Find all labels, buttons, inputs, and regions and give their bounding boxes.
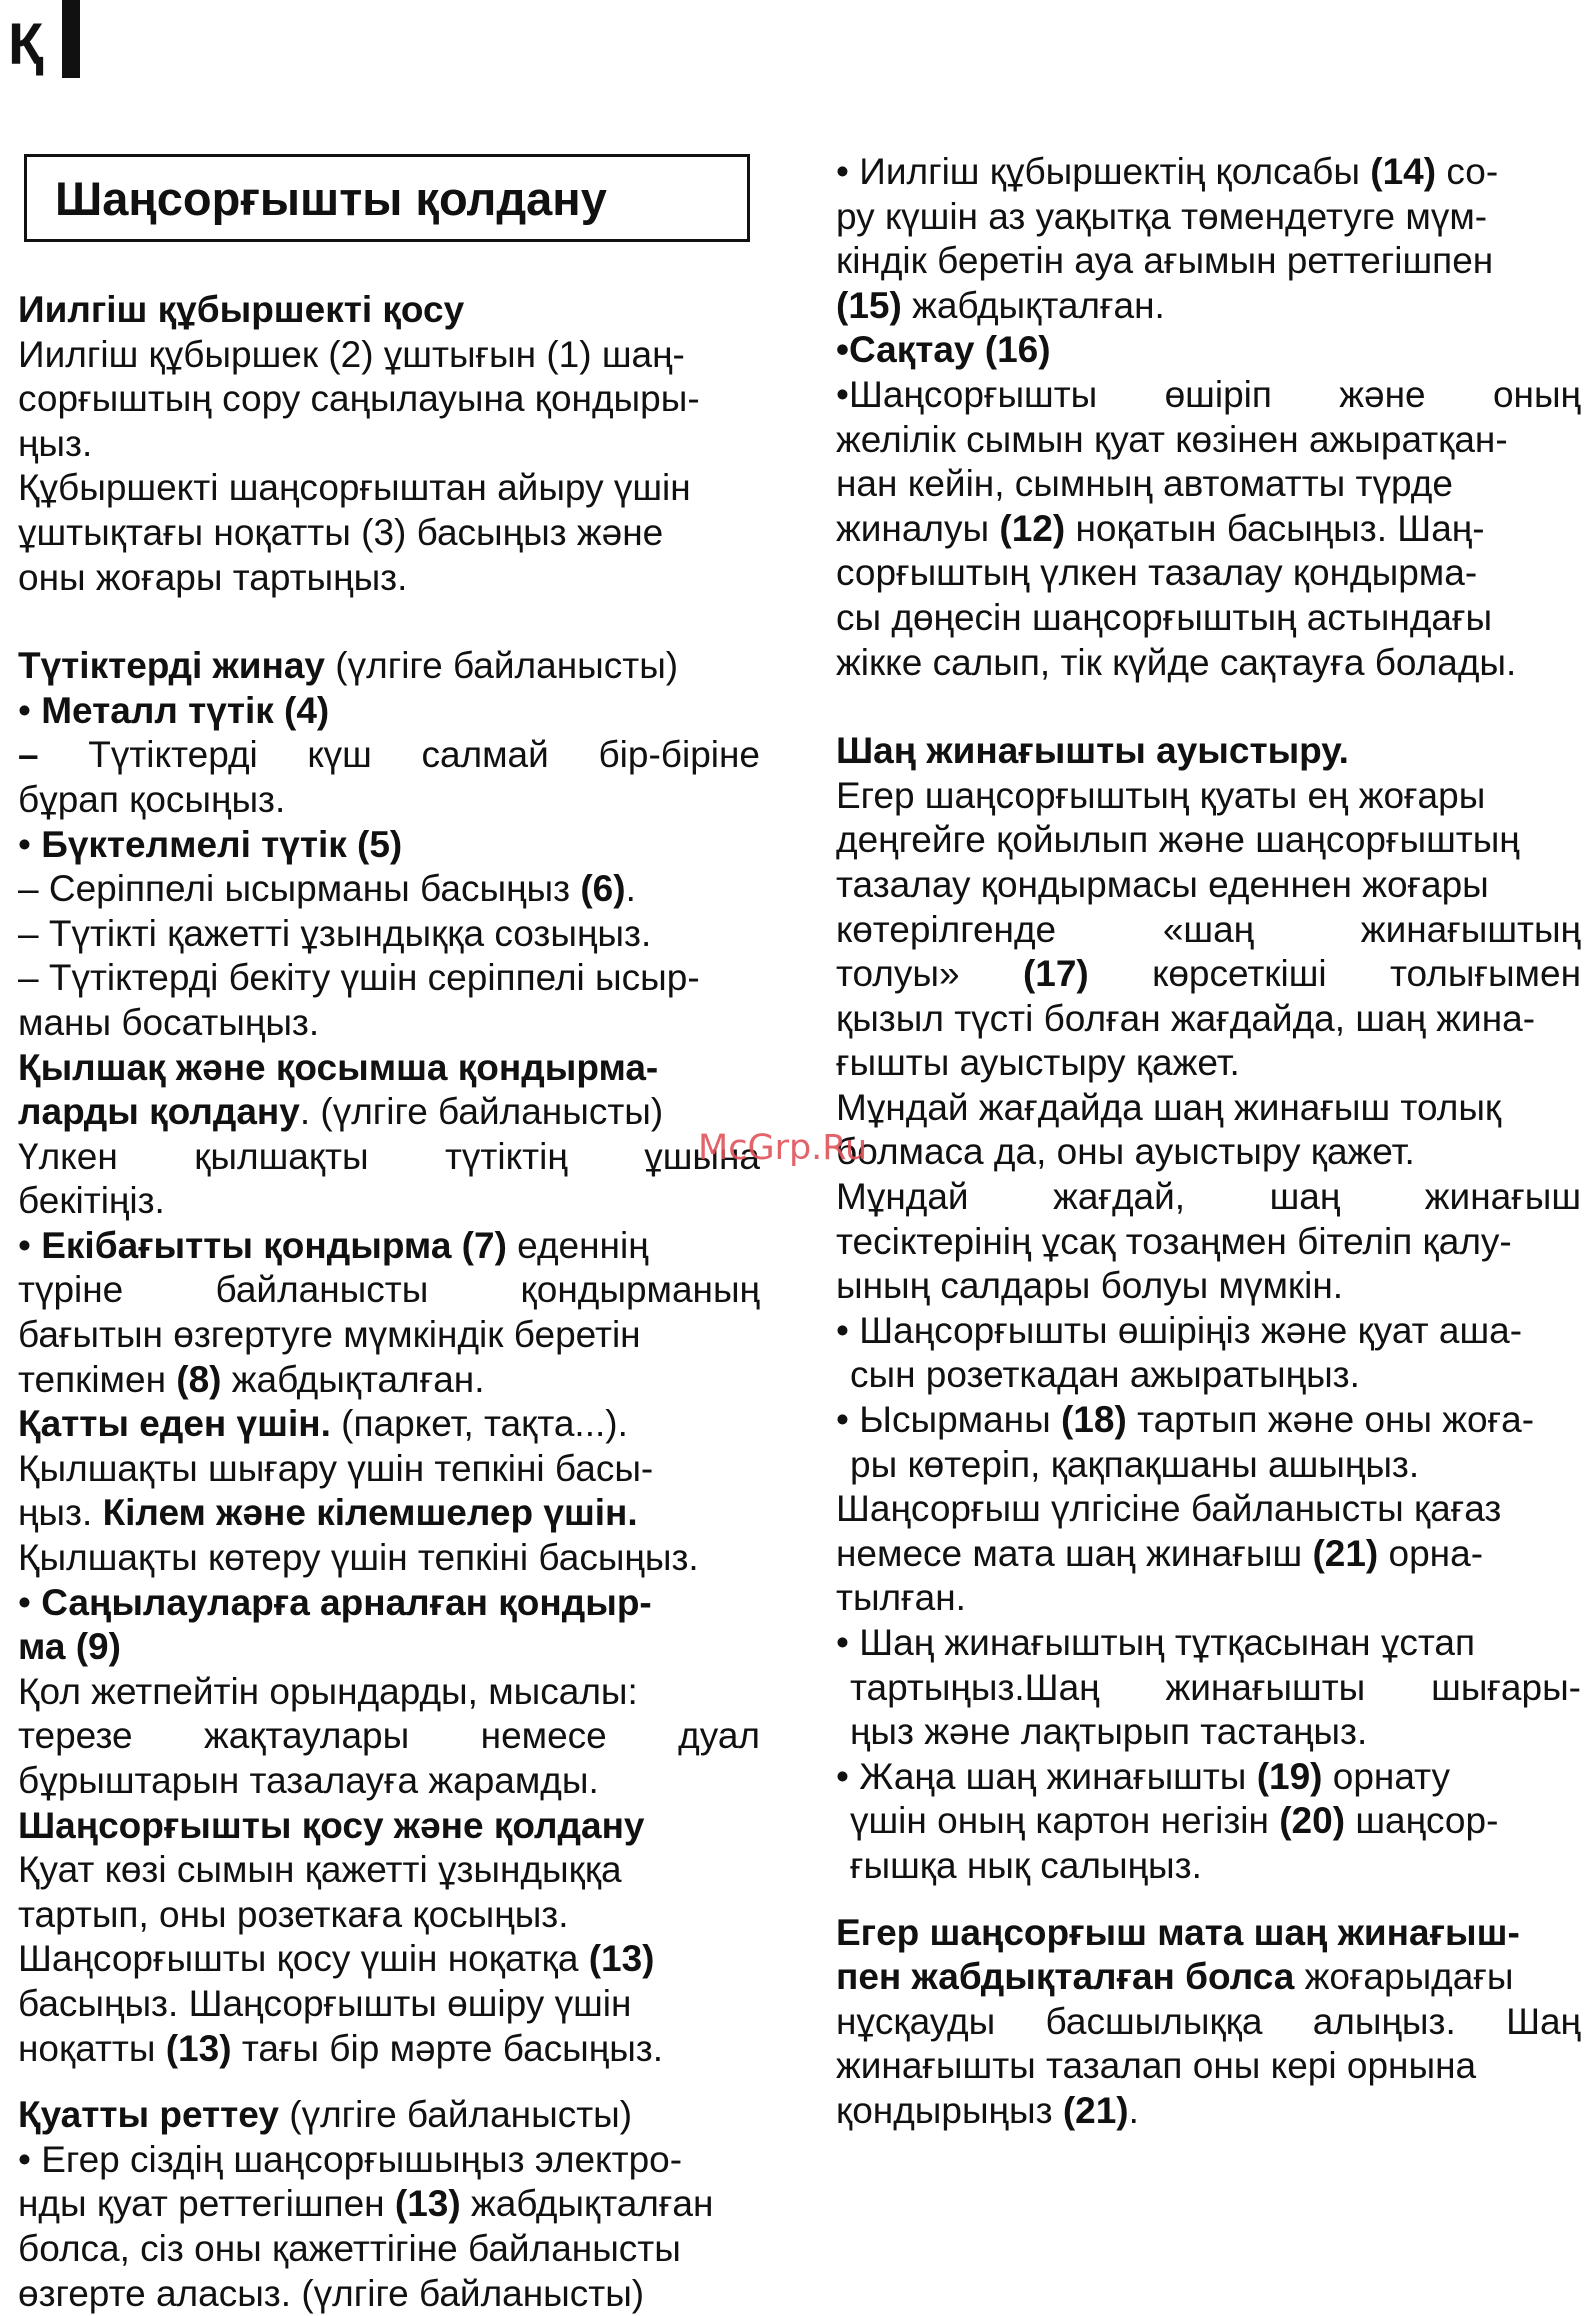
watermark: McGrp.Ru (698, 1128, 868, 1168)
tubes-heading-note: (үлгіге байланысты) (325, 645, 679, 687)
ref-number: (17) (1022, 953, 1089, 995)
text-line (18, 2182, 760, 2227)
bullet: • (18, 823, 42, 865)
power-heading-bold: Қуатты реттеу (18, 2094, 279, 2136)
text-span: ңыз. (18, 1492, 103, 1534)
text-line: бұрыштарын тазалауға жарамды. (18, 1760, 599, 1801)
cloth-bag-heading: Егер шаңсорғыш мата шаң жинағыш- (836, 1911, 1520, 1953)
text-line: • Шаң жинағыштың тұтқасынан ұстап (836, 1622, 1476, 1663)
ref-number: (21) (1312, 1532, 1379, 1574)
hose-connect-heading: Иилгіш құбыршекті қосу (18, 289, 465, 330)
text-line: – Түтікті қажетті ұзындыққа созыңыз. (18, 912, 652, 954)
text-line: жікке салып, тік күйде сақтауға болады. (836, 641, 1517, 683)
ref-number: (14) (1370, 151, 1437, 192)
dustbag-heading: Шаң жинағышты ауыстыру. (836, 730, 1349, 772)
text-line: желілік сымын қуат көзінен ажыратқан- (836, 418, 1508, 460)
text-span: со- (1436, 151, 1499, 192)
text-line: болмаса да, оны ауыстыру қажет. (836, 1131, 1415, 1173)
text-span: тағы бір мәрте басыңыз. (231, 2027, 664, 2069)
bullet: • (18, 689, 42, 731)
text-span: (паркет, тақта...). (330, 1403, 628, 1445)
text-line: Егер шаңсорғыштың қуаты ең жоғары (836, 774, 1486, 816)
ref-number: (13) (394, 2183, 461, 2225)
brush-heading-1: Қылшақ және қосымша қондырма- (18, 1046, 659, 1088)
text-line (836, 1532, 1581, 1577)
hard-floor-line (18, 1402, 760, 1447)
text-span: жабдықталған (460, 2183, 714, 2225)
text-line: сын розеткадан ажыратыңыз. (850, 1354, 1360, 1396)
brush-heading-note: . (үлгіге байланысты) (299, 1091, 664, 1133)
text-line: Үлкен қылшақты түтіктің ұшына (18, 1135, 760, 1177)
text-span: жоғарыдағы (1294, 1956, 1514, 1998)
text-span: жиналуы (836, 507, 1000, 549)
text-line (836, 284, 1581, 329)
text-line: түріне байланысты қондырманың (18, 1269, 760, 1311)
text-span: жабдықталған. (221, 1358, 485, 1400)
tubes-heading-bold: Түтіктерді жинау (18, 645, 326, 687)
text-span: нды қуат реттегішпен (18, 2183, 395, 2225)
text-span: орна- (1378, 1532, 1484, 1574)
text-line (18, 867, 760, 912)
text-line: – Түтіктерді бекіту үшін серіппелі ысыр- (18, 957, 700, 999)
telescopic-tube-item (18, 823, 760, 868)
storage-heading: •Сақтау (16) (836, 329, 1051, 371)
text-span: тартып және оны жоға- (1126, 1399, 1535, 1441)
text-line: ғышқа нық салыңыз. (850, 1844, 1202, 1886)
text-span: үшін оның картон негізін (850, 1800, 1280, 1842)
text-line: болса, сіз оны қажеттігіне байланысты (18, 2227, 681, 2269)
brush-heading-2 (18, 1090, 760, 1135)
ref-number: (19) (1256, 1755, 1323, 1797)
left-column (18, 288, 760, 2316)
text-line (18, 2027, 760, 2072)
metal-tube-label: Металл түтік (4) (41, 689, 330, 731)
text-line: сы дөңесін шаңсорғыштың астындағы (836, 596, 1493, 638)
text-line (836, 1799, 1581, 1844)
text-line: жинағышты тазалап оны кері орнына (836, 2045, 1477, 2087)
text-line: терезе жақтаулары немесе дуал (18, 1715, 760, 1757)
text-line: • Шаңсорғышты өшіріңіз және қуат аша- (836, 1309, 1523, 1351)
text-line: деңгейге қойылып және шаңсорғыштың (836, 819, 1520, 861)
ref-number: (15) (836, 284, 902, 326)
crevice-nozzle-label-2: ма (9) (18, 1626, 121, 1668)
text-line: ңыз. (18, 422, 93, 464)
text-line: сорғыштың үлкен тазалау қондырма- (836, 552, 1478, 594)
ref-number: (18) (1060, 1399, 1127, 1441)
text-line: бұрап қосыңыз. (18, 778, 286, 820)
power-heading (18, 2093, 760, 2138)
text-line: •Шаңсорғышты өшіріп және оның (836, 373, 1581, 415)
hard-floor-label: Қатты еден үшін. (18, 1403, 331, 1445)
text-line: • Егер сіздің шаңсорғышыңыз электро- (18, 2138, 683, 2180)
page-title: Шаңсорғышты қолдану (55, 172, 607, 225)
text-line: нұсқауды басшылыққа алыңыз. Шаң (836, 2000, 1581, 2042)
text-span: қондырыңыз (836, 2089, 1063, 2131)
text-span: немесе мата шаң жинағыш (836, 1532, 1313, 1574)
text-span: ноқатты (18, 2027, 166, 2069)
tubes-heading (18, 644, 760, 689)
text-line: Шаңсорғыш үлгісіне байланысты қағаз (836, 1488, 1502, 1530)
text-line: тазалау қондырмасы еденнен жоғары (836, 863, 1489, 905)
text-line: ғышты ауыстыру қажет. (836, 1042, 1240, 1084)
metal-tube-item (18, 689, 760, 734)
crevice-nozzle-label: Саңылауларға арналған қондыр- (41, 1581, 652, 1623)
text-line (18, 733, 760, 778)
text-span: тепкімен (18, 1358, 177, 1400)
ref-number: (8) (176, 1358, 222, 1400)
text-line (836, 1755, 1581, 1800)
language-tab-letter: Қ (8, 12, 44, 77)
text-line (836, 507, 1581, 552)
dual-nozzle-label: Екібағытты қондырма (7) (41, 1224, 507, 1266)
text-line: кіндік беретін ауа ағымын реттегішпен (836, 240, 1494, 282)
text-line: Иилгіш құбыршек (2) ұштығын (1) шаң- (18, 333, 685, 375)
text-line: басыңыз. Шаңсорғышты өшіру үшін (18, 1982, 632, 2024)
ref-number: (13) (165, 2027, 232, 2069)
text-span: орнату (1322, 1755, 1450, 1797)
text-line: бекітіңіз. (18, 1180, 165, 1222)
text-span: Шаңсорғышты қосу үшін ноқатқа (18, 1938, 589, 1980)
text-line: нан кейін, сымның автоматты түрде (836, 463, 1453, 505)
text-line (836, 952, 1581, 997)
dash: – (18, 734, 39, 776)
text-line (18, 1491, 760, 1536)
text-line: сорғыштың сору саңылауына қондыры- (18, 378, 700, 420)
section-title-box (24, 154, 750, 242)
text-line: ру күшін аз уақытқа төмендетуге мүм- (836, 195, 1488, 237)
dual-nozzle-item (18, 1224, 760, 1269)
text-line (836, 2089, 1581, 2134)
text-line (836, 1955, 1581, 2000)
text-line (836, 1398, 1581, 1443)
text-line (18, 1358, 760, 1403)
text-span: ноқатын басыңыз. Шаң- (1065, 507, 1485, 549)
cloth-bag-heading-2: пен жабдықталған болса (836, 1956, 1295, 1998)
crevice-nozzle-item (18, 1581, 760, 1626)
switch-on-heading: Шаңсорғышты қосу және қолдану (18, 1804, 645, 1846)
text-line: ұштықтағы ноқатты (3) басыңыз және (18, 511, 664, 553)
text-line: көтерілгенде «шаң жинағыштың (836, 908, 1581, 950)
text-line (836, 150, 1581, 195)
text-span: көрсеткіші толығымен (1088, 953, 1581, 995)
text-line: Мұндай жағдай, шаң жинағыш (836, 1176, 1581, 1218)
text-line (18, 1937, 760, 1982)
text-line: тылған. (836, 1577, 966, 1619)
power-heading-note: (үлгіге байланысты) (278, 2094, 633, 2136)
text-line: Мұндай жағдайда шаң жинағыш толық (836, 1086, 1502, 1128)
text-span: – Серіппелі ысырманы басыңыз (18, 868, 581, 910)
ref-number: (13) (588, 1938, 655, 1980)
text-span: шаңсор- (1345, 1800, 1499, 1842)
text-span: толуы» (836, 953, 1023, 995)
right-column (836, 150, 1581, 2134)
ref-number: (21) (1062, 2089, 1129, 2131)
text-line: маны босатыңыз. (18, 1001, 320, 1043)
text-line: тартып, оны розеткаға қосыңыз. (18, 1893, 569, 1935)
text-span: • Ысырманы (836, 1399, 1061, 1441)
text-line: Қылшақты көтеру үшін тепкіні басыңыз. (18, 1537, 699, 1579)
text-line: Құбыршекті шаңсорғыштан айыру үшін (18, 467, 691, 509)
text-line: бағытын өзгертуге мүмкіндік беретін (18, 1314, 641, 1356)
text-span: . (625, 868, 636, 910)
text-line: Қылшақты шығару үшін тепкіні басы- (18, 1447, 654, 1489)
ref-number: (20) (1279, 1800, 1346, 1842)
text-line: өзгерте аласыз. (үлгіге байланысты) (18, 2272, 645, 2314)
text-span: еденнің (506, 1224, 649, 1266)
text-line: оны жоғары тартыңыз. (18, 556, 408, 598)
telescopic-tube-label: Бүктелмелі түтік (5) (41, 823, 403, 865)
text-line: қызыл түсті болған жағдайда, шаң жина- (836, 997, 1536, 1039)
text-line: Қол жетпейтін орындарды, мысалы: (18, 1670, 638, 1712)
text-line: тесіктерінің ұсақ тозаңмен бітеліп қалу- (836, 1220, 1512, 1262)
brush-heading-bold: ларды қолдану (18, 1091, 300, 1133)
text-line: ңыз және лақтырып тастаңыз. (850, 1711, 1368, 1753)
language-tab-bar (62, 0, 80, 78)
ref-number: (12) (999, 507, 1066, 549)
text-line: Қуат көзі сымын қажетті ұзындыққа (18, 1849, 622, 1891)
text-span: . (1128, 2089, 1139, 2131)
text-line: ының салдары болуы мүмкін. (836, 1265, 1344, 1307)
text-span: Түтіктерді күш салмай бір-біріне (38, 734, 760, 776)
ref-number: (6) (580, 868, 626, 910)
bullet: • (18, 1224, 42, 1266)
carpet-label: Кілем және кілемшелер үшін. (102, 1492, 638, 1534)
text-span: жабдықталған. (901, 284, 1165, 326)
text-line: ры көтеріп, қақпақшаны ашыңыз. (850, 1443, 1420, 1485)
text-span: • Иилгіш құбыршектің қолсабы (836, 151, 1371, 192)
text-span: • Жаңа шаң жинағышты (836, 1755, 1257, 1797)
text-line: тартыңыз.Шаң жинағышты шығары- (850, 1666, 1581, 1708)
bullet: • (18, 1581, 42, 1623)
